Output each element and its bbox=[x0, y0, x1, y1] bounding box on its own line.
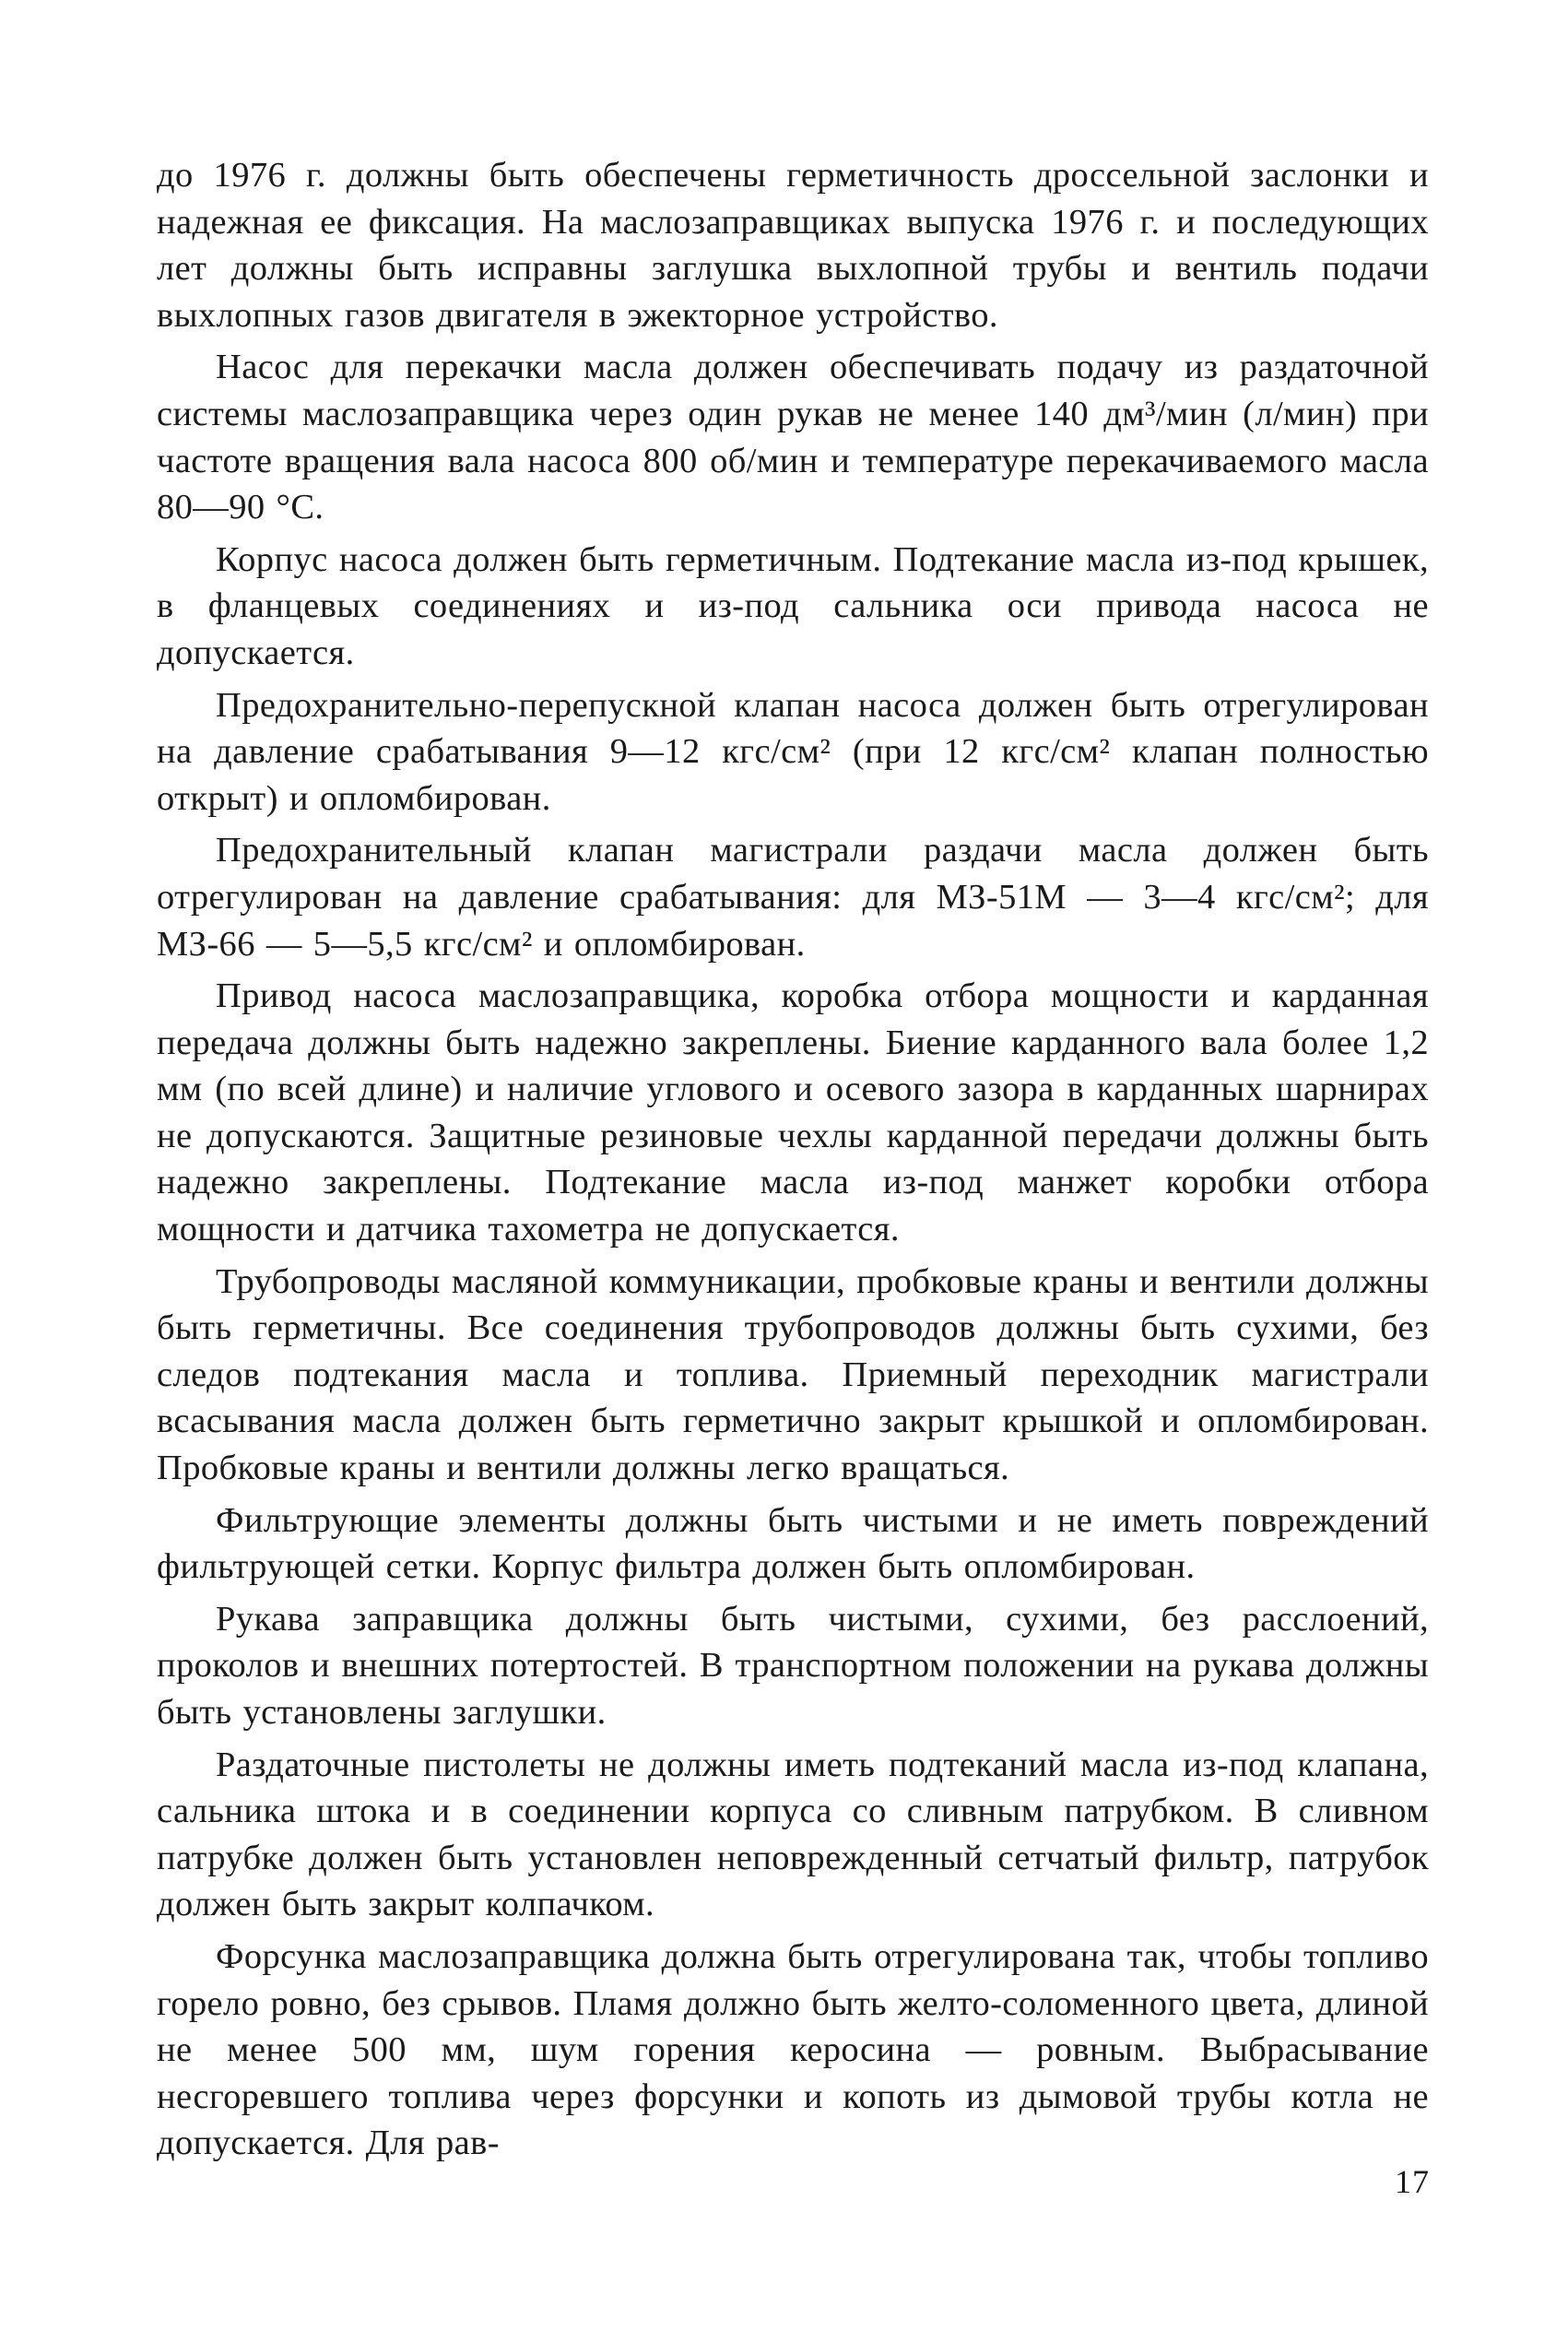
paragraph-1: до 1976 г. должны быть обеспечены герметичность дроссельной заслонки и надежная ее фиксация. На маслозаправщиках выпуска 1976 г. и последующих лет должны быть исправны заглушка выхлопной трубы и вентиль подачи выхлопных газов двигателя в эжекторное устройство. bbox=[157, 156, 1429, 335]
paragraph-9: Рукава заправщика должны быть чистыми, сухими, без расслоений, проколов и внешних потертостей. В транспортном положении на рукава должны быть установлены заглушки. bbox=[157, 1599, 1429, 1732]
paragraph-6: Привод насоса маслозаправщика, коробка отбора мощности и карданная передача должны быть надежно закреплены. Биение карданного вала более 1,2 мм (по всей длине) и наличие углового и осевого зазора в карданных шарнирах не допускаются. Защитные резиновые чехлы карданной передачи должны быть надежно закреплены. Подтекание масла из-под манжет коробки отбора мощности и датчика тахометра не допускается. bbox=[157, 976, 1429, 1249]
paragraph-4: Предохранительно-перепускной клапан насоса должен быть отрегулирован на давление срабатывания 9—12 кгс/см² (при 12 кгс/см² клапан полностью открыт) и опломбирован. bbox=[157, 685, 1429, 818]
page-body bbox=[157, 152, 1429, 2172]
paragraph-2: Насос для перекачки масла должен обеспечивать подачу из раздаточной системы маслозаправщика через один рукав не менее 140 дм³/мин (л/мин) при частоте вращения вала насоса 800 об/мин и температуре перекачиваемого масла 80—90 °С. bbox=[157, 348, 1429, 527]
paragraph-10: Раздаточные пистолеты не должны иметь подтеканий масла из-под клапана, сальника штока и в соединении корпуса со сливным патрубком. В сливном патрубке должен быть установлен неповрежденный сетчатый фильтр, патрубок должен быть закрыт колпачком. bbox=[157, 1745, 1429, 1924]
paragraph-3: Корпус насоса должен быть герметичным. Подтекание масла из-под крышек, в фланцевых соединениях и из-под сальника оси привода насоса не допускается. bbox=[157, 539, 1429, 672]
page-number: 17 bbox=[1395, 2163, 1430, 2200]
paragraph-8: Фильтрующие элементы должны быть чистыми и не иметь повреждений фильтрующей сетки. Корпус фильтра должен быть опломбирован. bbox=[157, 1500, 1429, 1587]
paragraph-5: Предохранительный клапан магистрали раздачи масла должен быть отрегулирован на давление срабатывания: для МЗ-51М — 3—4 кгс/см²; для МЗ-66 — 5—5,5 кгс/см² и опломбирован. bbox=[157, 831, 1429, 964]
paragraph-7: Трубопроводы масляной коммуникации, пробковые краны и вентили должны быть герметичны. Все соединения трубопроводов должны быть сухими, без следов подтекания масла и топлива. Приемный переходник магистрали всасывания масла должен быть герметично закрыт крышкой и опломбирован. Пробковые краны и вентили должны легко вращаться. bbox=[157, 1261, 1429, 1488]
paragraph-11: Форсунка маслозаправщика должна быть отрегулирована так, чтобы топливо горело ровно, без срывов. Пламя должно быть желто-соломенного цвета, длиной не менее 500 мм, шум горения керосина — ровным. Выбрасывание несгоревшего топлива через форсунки и копоть из дымовой трубы котла не допускается. Для рав- bbox=[157, 1936, 1429, 2163]
